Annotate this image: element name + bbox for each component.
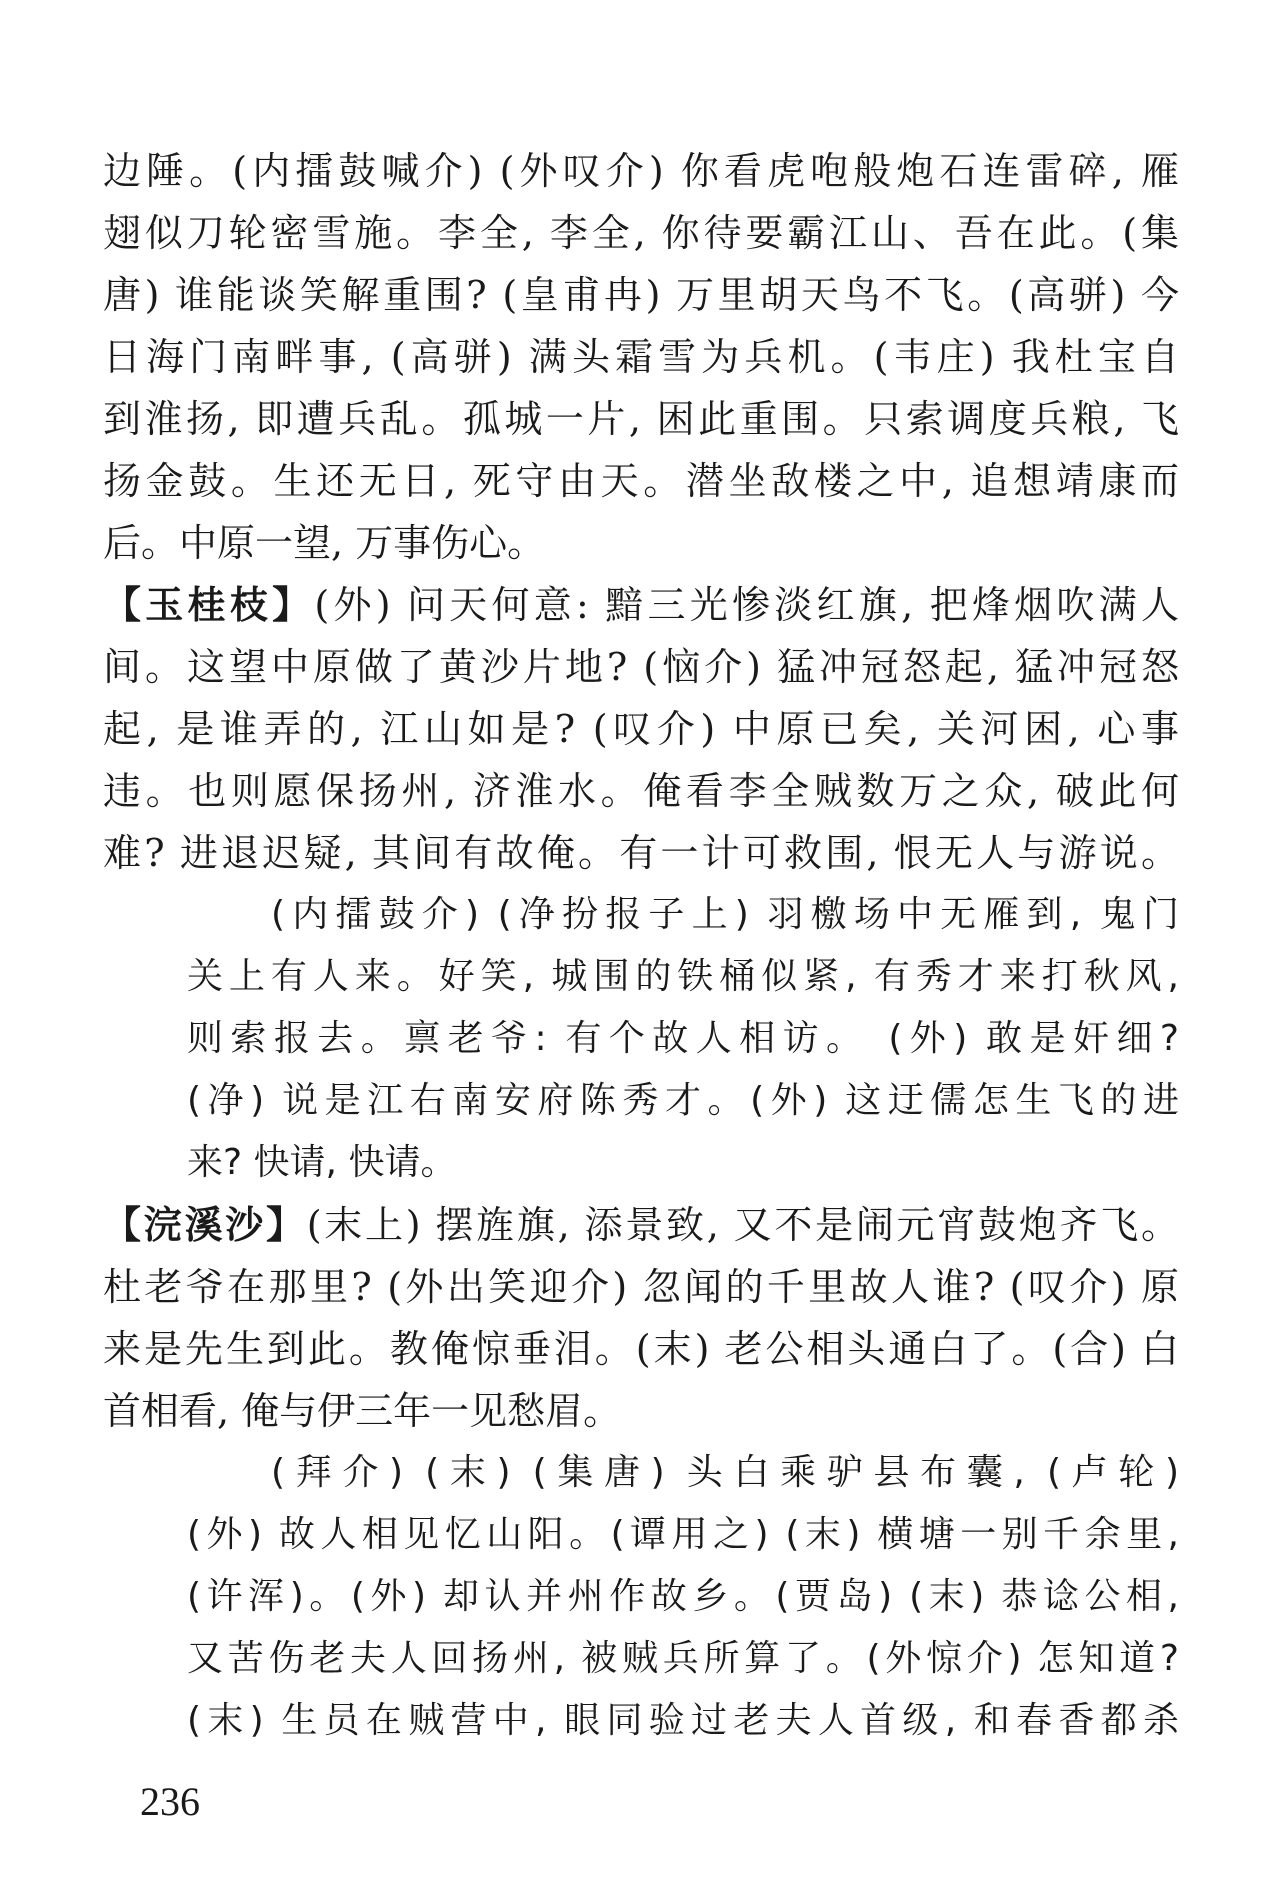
text-line: 起, 是谁弄的, 江山如是? (叹介) 中原已矣, 关河困, 心事 [103,707,1179,751]
stage-direction-line: 关上有人来。好笑, 城围的铁桶似紧, 有秀才来打秋风, [187,956,1179,997]
text-line: 日海门南畔事, (高骈) 满头霜雪为兵机。(韦庄) 我杜宝自 [103,335,1179,379]
qupai-line [103,1194,1179,1256]
text-line: 杜老爷在那里? (外出笑迎介) 忽闻的千里故人谁? (叹介) 原 [103,1265,1179,1309]
text-line: 来是先生到此。教俺惊垂泪。(末) 老公相头通白了。(合) 白 [103,1327,1179,1371]
text-line: 到淮扬, 即遭兵乱。孤城一片, 困此重围。只索调度兵粮, 飞 [103,397,1179,441]
stage-direction-line: (拜介) (末) (集唐) 头白乘驴县布囊, (卢轮) [271,1452,1179,1493]
text-line: 首相看, 俺与伊三年一见愁眉。 [103,1389,622,1433]
text-line-rest: (末上) 摆旌旗, 添景致, 又不是闹元宵鼓炮齐飞。 [306,1203,1179,1247]
stage-direction-line: (净) 说是江右南安府陈秀才。(外) 这迂儒怎生飞的进 [187,1080,1179,1121]
text-line: 违。也则愿保扬州, 济淮水。俺看李全贼数万之众, 破此何 [103,769,1179,813]
qupai-title: 【玉桂枝】 [103,583,315,627]
text-line: 翅似刀轮密雪施。李全, 李全, 你待要霸江山、吾在此。(集 [103,211,1179,255]
document-page [103,140,1179,1752]
stage-direction-line: 又苦伤老夫人回扬州, 被贼兵所算了。(外惊介) 怎知道? [187,1638,1179,1679]
stage-direction-line: 来? 快请, 快请。 [187,1142,457,1183]
qupai-line [103,574,1179,636]
stage-direction-line: (内擂鼓介) (净扮报子上) 羽檄场中无雁到, 鬼门 [271,894,1179,935]
text-line: 后。中原一望, 万事伤心。 [103,521,546,565]
text-line: 间。这望中原做了黄沙片地? (恼介) 猛冲冠怒起, 猛冲冠怒 [103,645,1179,689]
stage-direction-line: 则索报去。禀老爷: 有个故人相访。 (外) 敢是奸细? [187,1018,1179,1059]
stage-direction-line: (外) 故人相见忆山阳。(谭用之) (末) 横塘一别千余里, [187,1514,1179,1555]
text-line: 唐) 谁能谈笑解重围? (皇甫冉) 万里胡天鸟不飞。(高骈) 今 [103,273,1179,317]
stage-direction-line: (许浑)。(外) 却认并州作故乡。(贾岛) (末) 恭谂公相, [187,1576,1179,1617]
text-line: 扬金鼓。生还无日, 死守由天。潜坐敌楼之中, 追想靖康而 [103,459,1179,503]
text-line: 难? 进退迟疑, 其间有故俺。有一计可救围, 恨无人与游说。 [103,831,1179,875]
qupai-title: 【浣溪沙】 [103,1203,307,1247]
stage-direction-line: (末) 生员在贼营中, 眼同验过老夫人首级, 和春香都杀 [187,1700,1179,1741]
page-number: 236 [140,1779,200,1824]
text-line: 边陲。(内擂鼓喊介) (外叹介) 你看虎咆般炮石连雷碎, 雁 [103,149,1179,193]
text-line-rest: (外) 问天何意: 黯三光惨淡红旗, 把烽烟吹满人 [314,583,1179,627]
